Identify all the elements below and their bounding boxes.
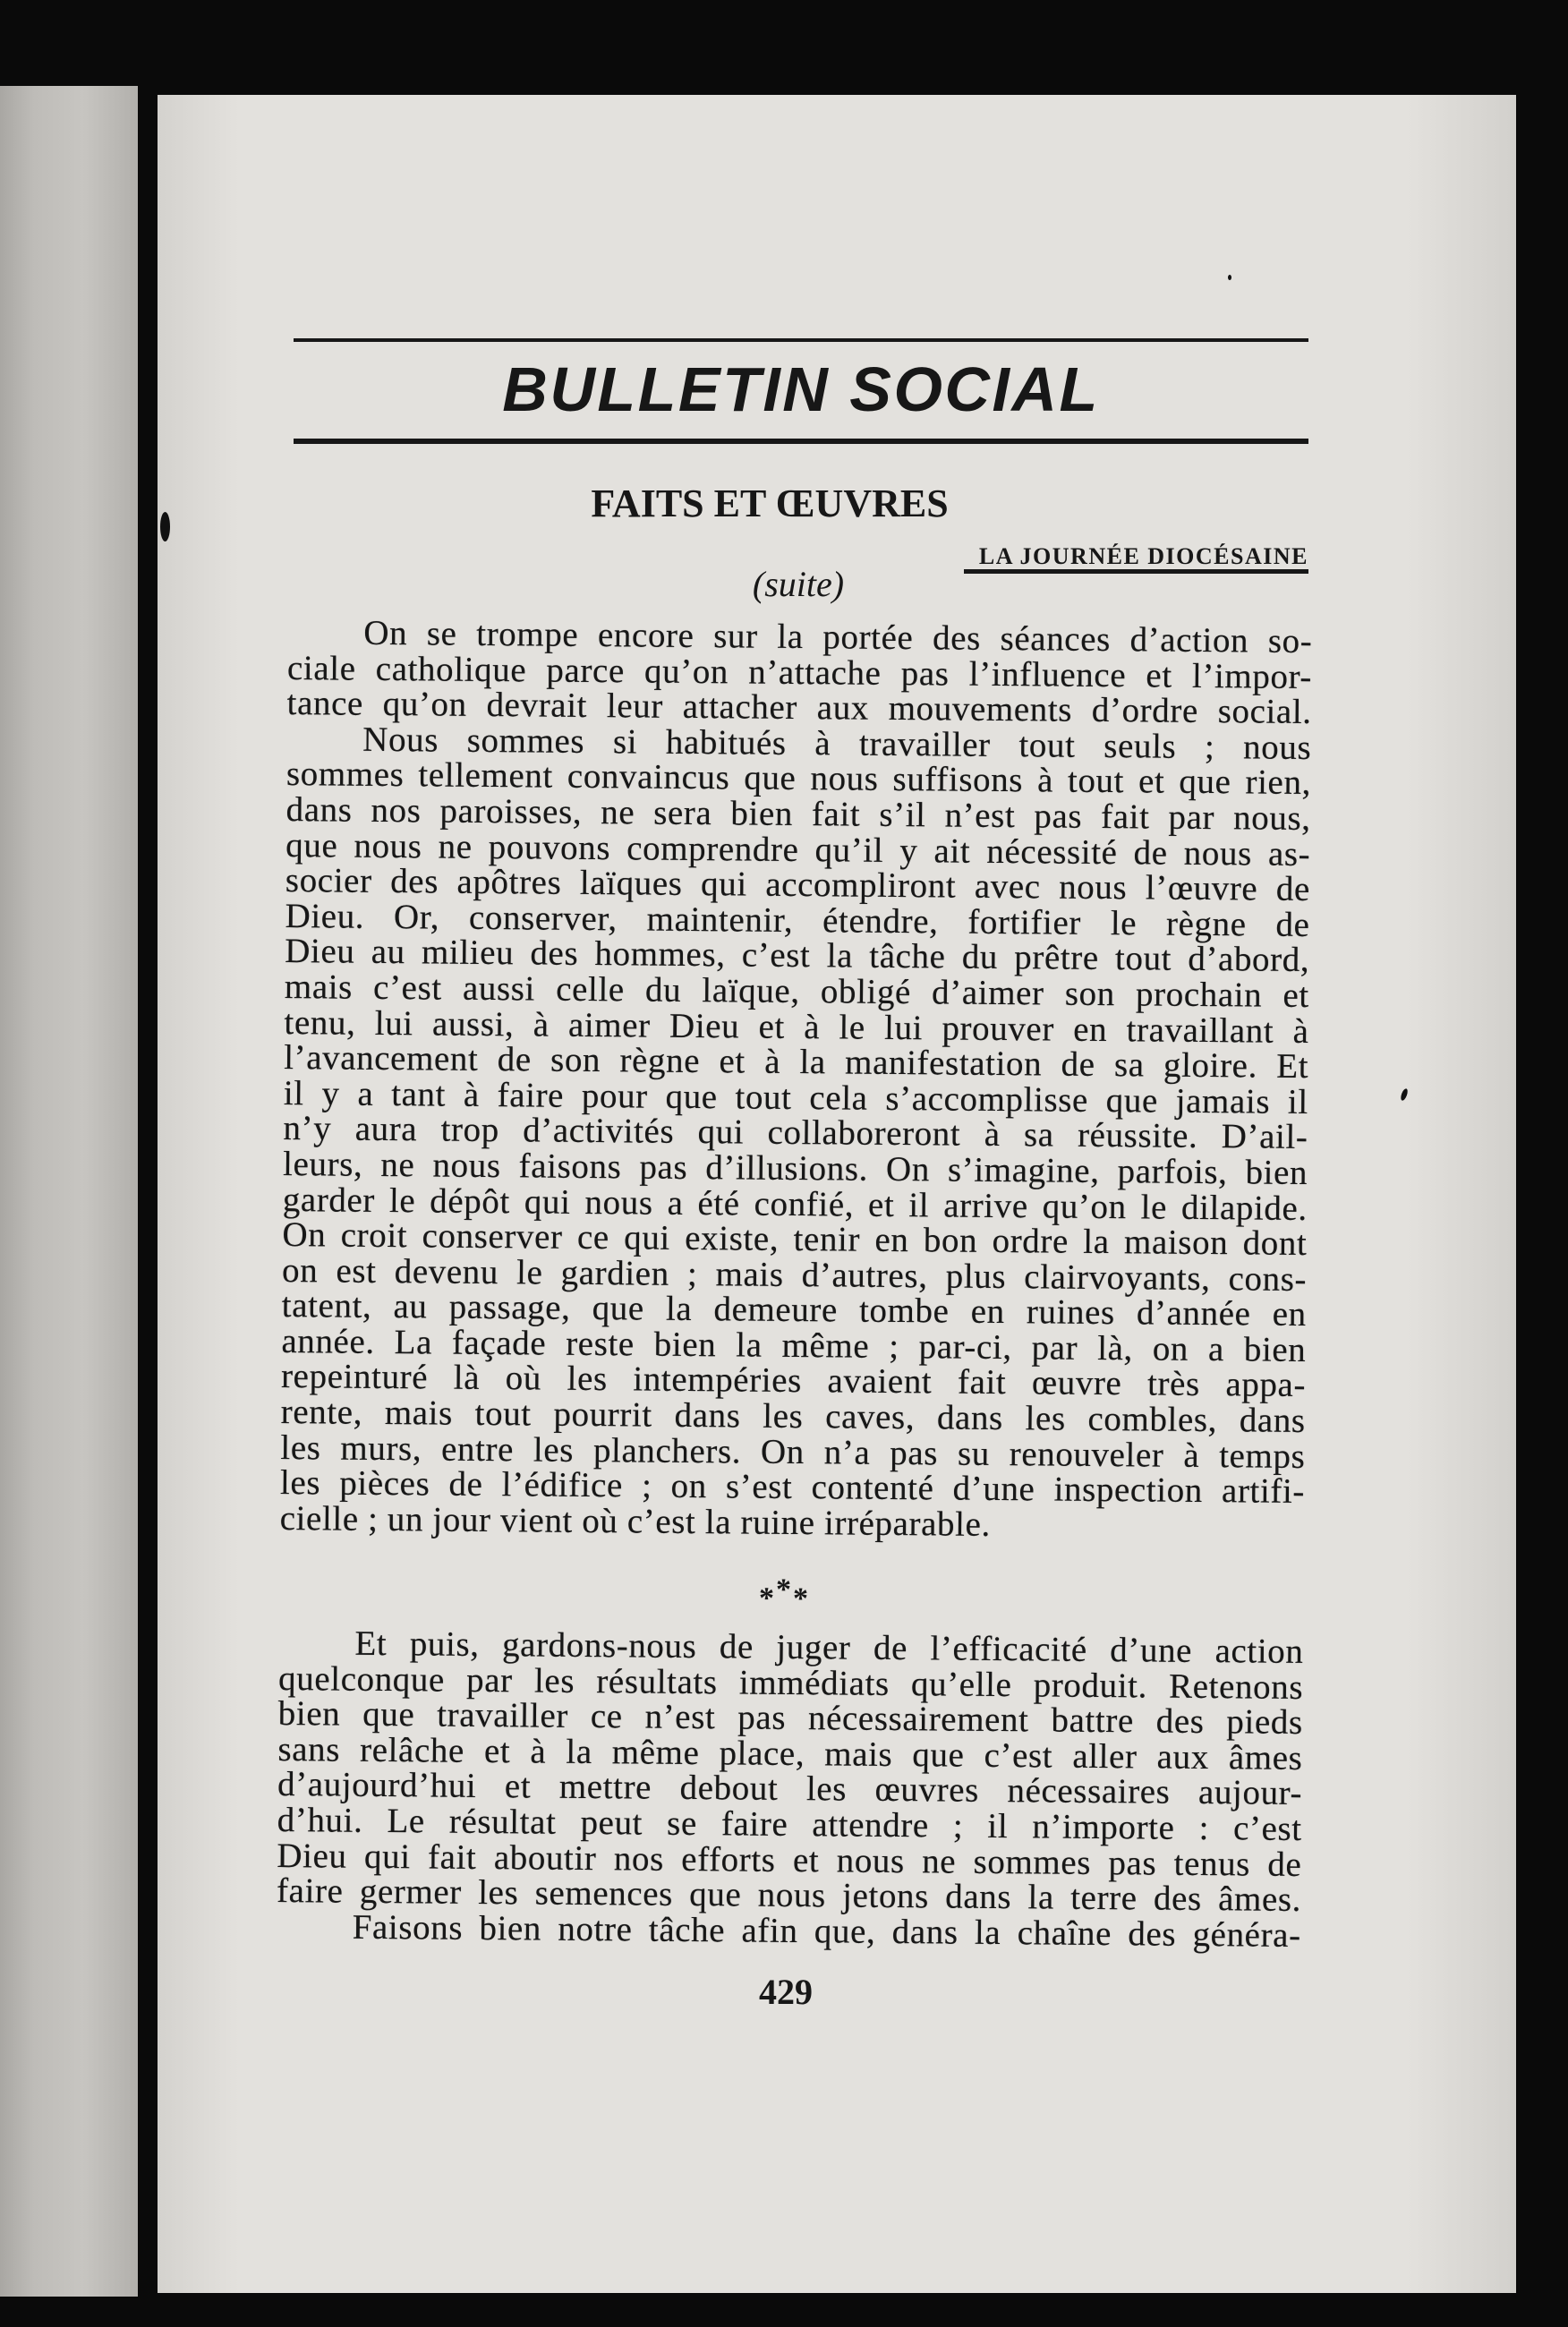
asterisk: * (758, 1581, 775, 1615)
text-line: Dieu. Or, conserver, maintenir, étendre, fortifier le règne de (285, 896, 1310, 944)
subtitle-underline (964, 569, 1308, 574)
text-line: socier des apôtres laïques qui accompliront avec nous l’œuvre de (285, 861, 1311, 909)
text-line: Et puis, gardons-nous de juger de l’efficacité d’une action (354, 1624, 1304, 1671)
text-line: On croit conserver ce qui existe, tenir en bon ordre la maison dont (282, 1215, 1308, 1264)
scan-speck (1400, 1087, 1409, 1101)
text-line: d’hui. Le résultat peut se faire attendre ; il n’importe : c’est (277, 1800, 1302, 1848)
text-line: faire germer les semences que nous jetons dans la terre des âmes. (276, 1871, 1302, 1920)
text-line: tatent, au passage, que la demeure tombe en ruines d’année en (281, 1286, 1307, 1334)
text-line: les pièces de l’édifice ; on s’est contenté d’une inspection artifi- (279, 1463, 1306, 1512)
text-line: repeinturé là où les intempéries avaient fait œuvre très appa- (280, 1357, 1307, 1405)
text-line: sommes tellement convaincus que nous suffisons à tout et que rien, (285, 754, 1312, 803)
scan-speck (160, 512, 170, 541)
text-line: année. La façade reste bien la même ; par-ci, par là, on a bien (281, 1321, 1307, 1369)
text-line: l’avancement de son règne et à la manifestation de sa gloire. Et (284, 1038, 1309, 1087)
document-page (158, 95, 1516, 2293)
section-separator (271, 1573, 1296, 1622)
text-line: mais c’est aussi celle du laïque, obligé d’aimer son prochain et (284, 967, 1310, 1015)
text-line: que nous ne pouvons comprendre qu’il y ait nécessité de nous as- (285, 825, 1311, 874)
scan-speck (1228, 275, 1231, 280)
bulletin-title: BULLETIN SOCIAL (502, 354, 1100, 424)
text-line: Nous sommes si habitués à travailler tout seuls ; nous (362, 720, 1312, 767)
text-line: d’aujourd’hui et mettre debout les œuvres nécessaires aujour- (277, 1765, 1303, 1813)
text-line: cielle ; un jour vient où c’est la ruine irréparable. (279, 1498, 992, 1544)
asterisk: * (792, 1582, 809, 1616)
adjacent-page-edge (0, 86, 138, 2297)
text-line: rente, mais tout pourrit dans les caves, dans les combles, dans (280, 1393, 1306, 1441)
section-title: FAITS ET ŒUVRES (591, 482, 949, 525)
text-line: On se trompe encore sur la portée des séances d’action so- (363, 613, 1313, 661)
text-line: les murs, entre les planchers. On n’a pas su renouveler à temps (280, 1428, 1306, 1476)
text-line: dans nos paroisses, ne sera bien fait s’il n’est pas fait par nous, (285, 790, 1311, 838)
text-line: on est devenu le gardien ; mais d’autres, plus clairvoyants, cons- (281, 1250, 1308, 1299)
page-number: 429 (759, 1972, 813, 2012)
text-line: bien que travailler ce n’est pas nécessairement battre des pieds (277, 1694, 1303, 1743)
text-line: Faisons bien notre tâche afin que, dans la chaîne des généra- (352, 1907, 1301, 1955)
paragraph-1 (286, 615, 1312, 730)
paragraph-2 (280, 721, 1312, 1546)
text-line: sans relâche et à la même place, mais que c’est aller aux âmes (277, 1729, 1303, 1777)
text-line: n’y aura trop d’activités qui collaboreront à sa réussite. D’ail- (283, 1109, 1308, 1157)
text-line: tenu, lui aussi, à aimer Dieu et à le lui prouver en travaillant à (284, 1002, 1309, 1051)
paragraph-3 (277, 1625, 1304, 1918)
text-line: leurs, ne nous faisons pas d’illusions. On s’imagine, parfois, bien (282, 1144, 1308, 1192)
text-line: tance qu’on devrait leur attacher aux mouvements d’ordre social. (286, 684, 1312, 732)
text-line: garder le dépôt qui nous a été confié, et il arrive qu’on le dilapide. (282, 1180, 1308, 1228)
text-line: quelconque par les résultats immédiats qu’elle produit. Retenons (277, 1658, 1304, 1707)
continuation-note: (suite) (752, 564, 845, 604)
text-line: Dieu qui fait aboutir nos efforts et nous ne sommes pas tenus de (277, 1836, 1302, 1884)
article-body (277, 615, 1313, 1954)
text-line: il y a tant à faire pour que tout cela s’accomplisse que jamais il (283, 1073, 1308, 1121)
header-rule-bottom (294, 439, 1308, 444)
asterisk: * (775, 1573, 792, 1607)
section-subtitle: LA JOURNÉE DIOCÉSAINE (978, 543, 1308, 569)
header-rule-top (294, 338, 1308, 342)
text-line: Dieu au milieu des hommes, c’est la tâche du prêtre tout d’abord, (285, 932, 1310, 980)
paragraph-4 (277, 1909, 1301, 1954)
text-line: ciale catholique parce qu’on n’attache pas l’influence et l’impor- (286, 648, 1313, 696)
